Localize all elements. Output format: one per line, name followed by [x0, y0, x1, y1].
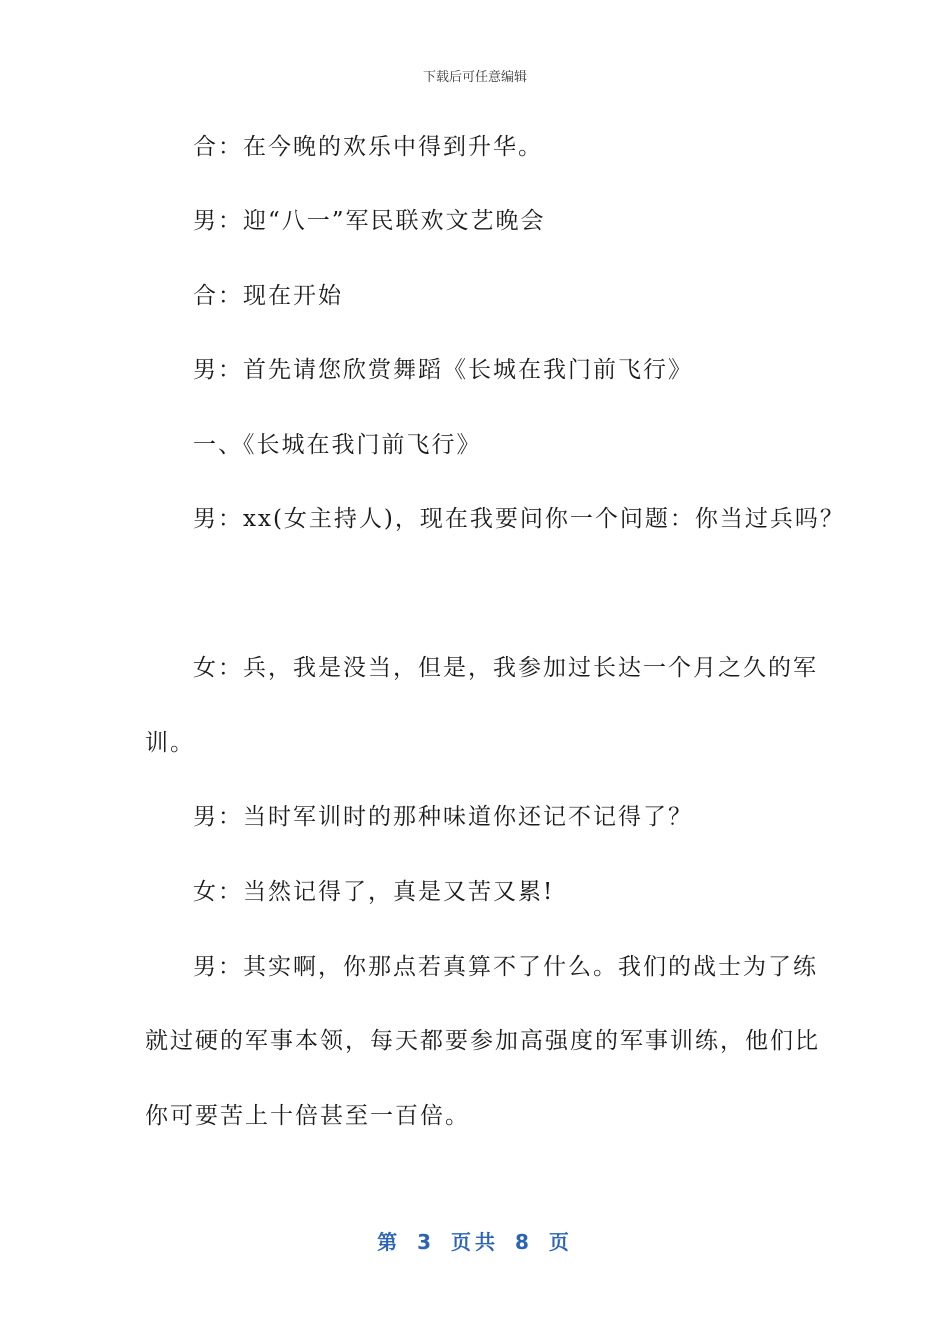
- paragraph-line: 男：其实啊，你那点若真算不了什么。我们的战士为了练: [193, 954, 818, 980]
- page-prefix: 第: [377, 1230, 402, 1254]
- page-mid: 页共: [451, 1230, 499, 1254]
- paragraph-line: 一、《长城在我门前飞行》: [193, 432, 482, 458]
- page-suffix: 页: [548, 1230, 573, 1254]
- paragraph-line: 女：兵，我是没当，但是，我参加过长达一个月之久的军: [193, 655, 818, 681]
- page-current: 3: [417, 1230, 435, 1254]
- paragraph-line: 男：首先请您欣赏舞蹈《长城在我门前飞行》: [193, 357, 693, 383]
- paragraph-line: 合：现在开始: [193, 283, 343, 309]
- page-header-note: 下载后可任意编辑: [422, 70, 527, 85]
- paragraph-line: 男：xx(女主持人)，现在我要问你一个问题：你当过兵吗？: [193, 506, 845, 532]
- paragraph-line: 合：在今晚的欢乐中得到升华。: [193, 134, 543, 160]
- page-number-footer: [0, 1226, 950, 1255]
- paragraph-line: 男：迎“八一”军民联欢文艺晚会: [193, 208, 546, 234]
- paragraph-line: 你可要苦上十倍甚至一百倍。: [145, 1103, 470, 1129]
- paragraph-line: 女：当然记得了，真是又苦又累!: [193, 879, 555, 905]
- paragraph-line: 训。: [145, 730, 195, 756]
- paragraph-line: 就过硬的军事本领，每天都要参加高强度的军事训练，他们比: [145, 1028, 820, 1054]
- page-total: 8: [515, 1230, 533, 1254]
- paragraph-line: 男：当时军训时的那种味道你还记不记得了？: [193, 804, 693, 830]
